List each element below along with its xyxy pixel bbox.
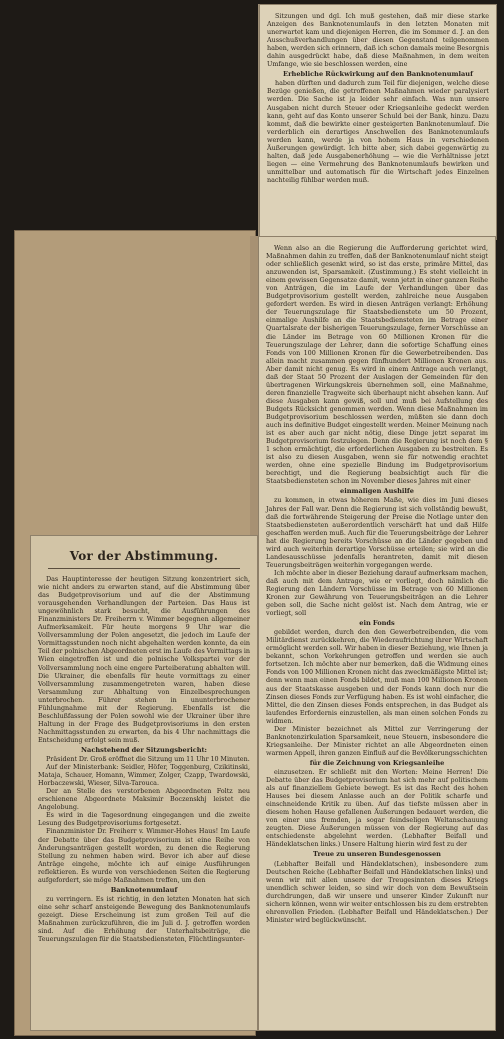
subheading: Treue zu unseren Bundesgenossen <box>313 850 441 859</box>
paragraph: einzusetzen. Er schließt mit den Worten: Meine Herren! Die Debatte über das Budgetprovisorium hat sich mehr auf politischem als auf finanziellem Gebiete bewegt. Es ist das Recht des hohen Hauses bei diesem Anlasse auch an der Politik scharfe und einschneidende Kritik zu üben. Auf das tiefste müssen aber in diesem hohen Hause gefallenen Äußerungen bedauert werden, die von einer uns fremden, ja sogar feindseligen Weltanschauung zeugten. Diese Äußerungen müssen von der Regierung auf das entschiedenste abgelehnt werden. (Lebhafter Beifall und Händeklatschen links.) Unsere Haltung hierin wird fest zu der <box>266 768 488 849</box>
divider <box>48 568 240 569</box>
paragraph: haben dürften und dadurch zum Teil für diejenigen, welche diese Bezüge genießen, die getroffenen Maßnahmen wieder paralysiert werden. Die Sache ist ja leider sehr einfach. Was nun unsere Ausgaben nicht durch Steuer oder Kriegsanleihe gedeckt werden kann, geht auf das Konto unserer Schuld bei der Bank, hinzu. Dazu kommt, daß die bewirkte einer gesteigerten Banknotenumlauf. Die verderblich ein derartiges Anschwellen des Banknotenumlaufs werden kann, werde ja von hohem Haus in verschiedenen Äußerungen gewürdigt. Ich bitte aber, sich dabei gegenwärtig zu halten, daß jede Ausgabenerhöhung — wie die Verhältnisse jetzt liegen — eine Vermehrung des Banknotenumlaufs bewirken und unmittelbar und automatisch für die Wirtschaft jedes Einzelnen nachteilig fühlbar werden muß. <box>267 79 489 184</box>
paragraph: zu kommen, in etwas höherem Maße, wie dies im Juni dieses Jahres der Fall war. Denn die Regierung ist sich vollständig bewußt, daß die fortwährende Steigerung der Preise die Notlage unter den Staatsbediensteten außerordentlich verschärft hat und daß Hilfe geschaffen werden muß. Auch für die Teuerungsbeiträge der Lehrer hat die Regierung bereits Vorschüsse an die Länder gegeben und wird auch weiterhin derartige Vorschüsse erteilen; sie wird an die Landesausschüsse jedenfalls herantreten, damit mit diesen Teuerungsbeiträgen weiterhin vorgegangen werde. <box>266 496 488 569</box>
subheading: einmaligen Aushilfe <box>340 487 414 496</box>
paragraph: Auf der Ministerbank: Seidler, Höfer, Toggenburg, Czikitinski, Mataja, Schauer, Homann, Wimmer, Zolger, Czapp, Twardowski, Horbaczewski, Wieser, Silva-Tarouca. <box>38 763 250 788</box>
left-column <box>38 543 250 943</box>
paragraph: Das Hauptinteresse der heutigen Sitzung konzentriert sich, wie nicht anders zu erwarten stand, auf die Abstimmung über das Budgetprovisorium und auf die der Abstimmung vorausgehenden Verhandlungen der Parteien. Das Haus ist ungewöhnlich stark besucht, die Ausführungen des Finanzministers Dr. Freiherrn v. Wimmer begegnen allgemeiner Aufmerksamkeit. Für heute morgens 9 Uhr war die Vollversammlung der Polen angesetzt, die jedoch im Laufe der Vormittagsstunden noch nicht abgehalten werden konnte, da ein Teil der polnischen Abgeordneten erst im Laufe des Vormittags in Wien eingetroffen ist und die polnische Volkspartei vor der Vollversammlung noch eine engere Parteiberatung abhalten will. Die Ukrainer, die ebenfalls für heute vormittags zu einer Vollversammlung zusammengetreten waren, haben diese Versammlung zur Abhaltung von Einzelbesprechungen unterbrochen. Führer stehen in ununterbrochener Fühlungnahme mit der Regierung. Ebenfalls ist die Beschlußfassung der Polen sowohl wie der Ukrainer über ihre Haltung in der Frage des Budgetprovisoriums in den ersten Nachmittagsstunden zu erwarten, da bis 4 Uhr nachmittags die Entscheidung erfolgt sein muß. <box>38 575 250 744</box>
subheading: Banknotenumlauf <box>110 885 178 894</box>
top-clipping <box>258 4 497 240</box>
paragraph: Der an Stelle des verstorbenen Abgeordneten Foltz neu erschienene Abgeordnete Maksimir Boczenskhj leistet die Angelobung. <box>38 787 250 812</box>
paragraph: Es wird in die Tagesordnung eingegangen und die zweite Lesung des Budgetprovisoriums fortgesetzt. <box>38 811 250 828</box>
paragraph: Der Minister bezeichnet als Mittel zur Verringerung der Banknotenzirkulation Sparsamkeit, neue Steuern, insbesondere die Kriegsanleihe. Der Minister richtet an alle Abgeordneten einen warmen Appell, ihren ganzen Einfluß auf die Bevölkerungsschichten <box>266 724 488 757</box>
left-clipping <box>30 535 258 1031</box>
paragraph: zu verringern. Es ist richtig, in den letzten Monaten hat sich eine sehr scharf ansteigende Bewegung des Banknotenumlaufs gezeigt. Diese Erscheinung ist zum großen Teil auf die Maßnahmen zurückzuführen, die im Juli d. J. getroffen worden sind. Auf die Erhöhung der Unterhaltsbeiträge, die Teuerungszulagen für die Staatsbediensteten, Flüchtlingsunter- <box>38 894 250 944</box>
article-headline: Vor der Abstimmung. <box>69 549 219 563</box>
paragraph: Präsident Dr. Groß eröffnet die Sitzung um 11 Uhr 10 Minuten. <box>46 755 250 764</box>
paragraph: Finanzminister Dr. Freiherr v. Wimmer-Hohes Haus! Im Laufe der Debatte über das Budgetprovisorium ist eine Reihe von Änderungsanträgen gestellt worden, zu denen die Regierung Stellung zu nehmen haben wird. Bevor ich aber auf diese Anträge eingehe, möchte ich auf einige Ausführungen reflektieren. Es wurde von verschiedenen Seiten die Regierung aufgefordert, sie möge Maßnahmen treffen, um den <box>38 827 250 884</box>
subheading: ein Fonds <box>359 619 395 628</box>
paragraph: gebildet werden, durch den den Gewerbetreibenden, die vom Militärdienst zurückkehren, die Wiederaufrichtung ihrer Wirtschaft ermöglicht werden soll. Wir haben in dieser Beziehung, wie Ihnen ja bekannt, schon Vorkehrungen getroffen und werden sie auch fortsetzen. Ich möchte aber nur bemerken, daß die Widmung eines Fonds von 100 Millionen Kronen nicht das zweckmäßigste Mittel ist; denn wenn man einen Fonds bildet, muß man 100 Millionen Kronen aus der Staatskasse ausgeben und der Fonds kann doch nur die Zinsen dieses Fonds zur Verfügung haben. Es ist wohl einfacher, die Mittel, die den Zinsen dieses Fonds entsprechen, in das Budget als laufendes Erfordernis einzustellen, als man einen solchen Fonds zu widmen. <box>266 628 488 725</box>
subheading: Nachstehend der Sitzungsbericht: <box>81 745 207 754</box>
subheading: Erhebliche Rückwirkung auf den Banknotenumlauf <box>283 70 473 79</box>
paragraph: Sitzungen und dgl. Ich muß gestehen, daß mir diese starke Anzeigen des Banknotenumlaufs in den letzten Monaten mit unerwartet kam und diejenigen Herren, die im Sommer d. J. an den Ausschußverhandlungen über diesen Gegenstand teilgenommen haben, werden sich erinnern, daß ich schon damals meine Besorgnis dahin ausgedrückt habe, daß diese Maßnahmen, in dem weiten Umfange, wie sie beschlossen werden, eine <box>267 12 489 69</box>
right-column <box>266 244 488 924</box>
subheading: für die Zeichnung von Kriegsanleihe <box>309 758 445 767</box>
top-column <box>267 12 489 184</box>
right-clipping <box>258 236 496 1031</box>
paragraph: Wenn also an die Regierung die Aufforderung gerichtet wird, Maßnahmen dahin zu treffen, daß der Banknotenumlauf nicht steigt oder schließlich gesenkt wird, so ist das erste, primäre Mittel, das anzuwenden ist, Sparsamkeit. (Zustimmung.) Es steht vielleicht in einem gewissen Gegensatze damit, wenn jetzt in einer ganzen Reihe von Anträgen, die im Laufe der Verhandlungen über das Budgetprovisorium gestellt werden, zahlreiche neue Ausgaben gefordert werden. Es wird in diesen Anträgen verlangt: Erhöhung der Teuerungszulage für Staatsbedienstete um 50 Prozent, einmalige Aushilfe an die Staatsbediensteten im Betrage einer Quartalsrate der bisherigen Teuerungszulage, ferner Vorschüsse an die Länder im Betrage von 60 Millionen Kronen für die Teuerungszulage der Lehrer, dann die sofortige Schaffung eines Fonds von 100 Millionen Kronen für die Gewerbetreibenden. Das allein macht zusammen gegen fünfhundert Millionen Kronen aus. Aber damit nicht genug. Es wird in einem Antrage auch verlangt, daß der Staat 50 Prozent der Auslagen der Gemeinden für den übertragenen Wirkungskreis übernehmen soll, eine Maßnahme, deren finanzielle Tragweite sich überhaupt nicht absehen kann. Auf diese Ausgaben kann gewiß, soll und muß bei Aufstellung des Budgets Rücksicht genommen werden. Wenn diese Maßnahmen im Budgetprovisorium beschlossen werden, müßten sie dann doch auch ins definitive Budget eingestellt werden. Meiner Meinung nach ist es aber auch gar nicht nötig, diese Dinge jetzt separat im Budgetprovisorium festzulegen. Denn die Regierung ist noch dem § 1 schon ermächtigt, die erforderlichen Ausgaben zu bestreiten. Es ist also zu diesen Ausgaben, wenn sie für notwendig erachtet werden, ohne eine spezielle Bindung im Budgetprovisorium berechtigt, und die Regierung beabsichtigt auch für die Staatsbediensteten schon im November dieses Jahres mit einer <box>266 244 488 486</box>
paragraph: (Lebhafter Beifall und Händeklatschen), insbesondere zum Deutschen Reiche (Lebhafter Beifall und Händeklatschen links) und wenn wir mit allen unsere der Treugesinnten dieses Kriegs unendlich schwer leiden, so sind wir doch von dem Bewußtsein durchdrungen, daß wir unsere und unserer Kinder Zukunft nur sichern können, wenn wir weiter entschlossen bis zu dem erstrebten ehrenvollen Frieden. (Lebhafter Beifall und Händeklatschen.) Der Minister wird beglückwünscht. <box>266 859 488 924</box>
paragraph: Ich möchte aber in dieser Beziehung darauf aufmerksam machen, daß auch mit dem Antrage, wie er vorliegt, doch nämlich die Regierung den Ländern Vorschüsse im Betrage von 60 Millionen Kronen zur Gewährung von Teuerungsbeiträgen an die Lehrer geben soll, die Sache nicht gelöst ist. Nach dem Antrag, wie er vorliegt, soll <box>266 568 488 618</box>
